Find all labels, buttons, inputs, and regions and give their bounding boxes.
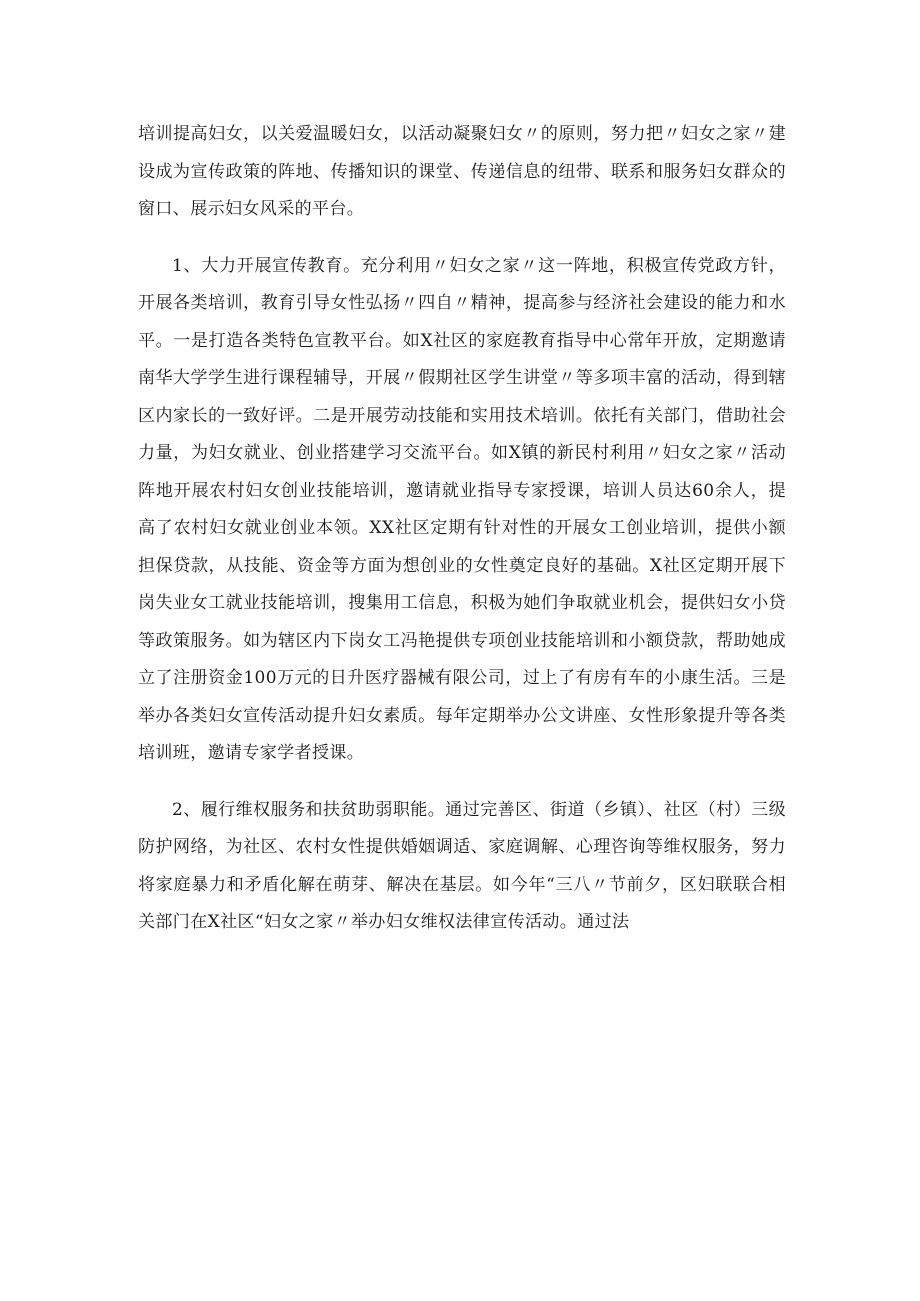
paragraph-section-2: 2、履行维权服务和扶贫助弱职能。通过完善区、街道（乡镇）、社区（村）三级防护网络，为社区、农村女性提供婚姻调适、家庭调解、心理咨询等维权服务，努力将家庭暴力和矛盾化解在萌芽、解决在基层。如今年“三八〃节前夕，区妇联联合相关部门在X社区“妇女之家〃举办妇女维权法律宣传活动。通过法 (138, 799, 786, 932)
paragraph-section-1: 1、大力开展宣传教育。充分利用〃妇女之家〃这一阵地，积极宣传党政方针，开展各类培训，教育引导女性弘扬〃四自〃精神，提高参与经济社会建设的能力和水平。一是打造各类特色宣教平台。如X社区的家庭教育指导中心常年开放，定期邀请南华大学学生进行课程辅导，开展〃假期社区学生讲堂〃等多项丰富的活动，得到辖区内家长的一致好评。二是开展劳动技能和实用技术培训。依托有关部门，借助社会力量，为妇女就业、创业搭建学习交流平台。如X镇的新民村利用〃妇女之家〃活动阵地开展农村妇女创业技能培训，邀请就业指导专家授课，培训人员达60余人，提高了农村妇女就业创业本领。XX社区定期有针对性的开展女工创业培训，提供小额担保贷款，从技能、资金等方面为想创业的女性奠定良好的基础。X社区定期开展下岗失业女工就业技能培训，搜集用工信息，积极为她们争取就业机会，提供妇女小贷等政策服务。如为辖区内下岗女工冯艳提供专项创业技能培训和小额贷款，帮助她成立了注册资金100万元的日升医疗器械有限公司，过上了有房有车的小康生活。三是举办各类妇女宣传活动提升妇女素质。每年定期举办公文讲座、女性形象提升等各类培训班，邀请专家学者授课。 (138, 255, 786, 763)
paragraph-continuation: 培训提高妇女，以关爱温暖妇女，以活动凝聚妇女〃的原则，努力把〃妇女之家〃建设成为宣传政策的阵地、传播知识的课堂、传递信息的纽带、联系和服务妇女群众的窗口、展示妇女风采的平台。 (138, 124, 786, 219)
document-body (138, 116, 786, 942)
